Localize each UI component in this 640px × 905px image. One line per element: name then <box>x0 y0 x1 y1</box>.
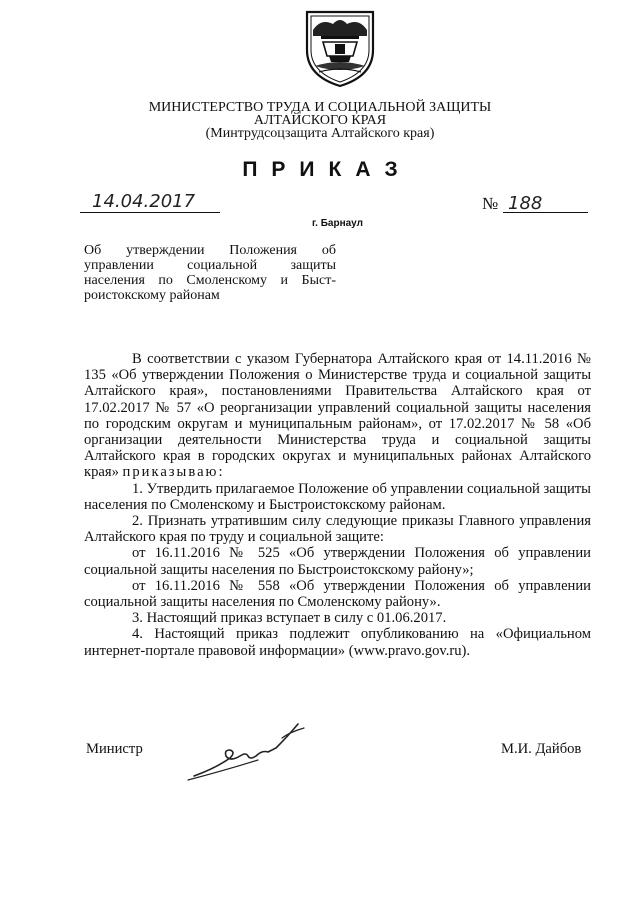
paragraph-preamble <box>84 351 591 481</box>
paragraph-2-item-b: от 16.11.2016 № 558 «Об утверждении Положения об управлении социальной защиты населения по Смоленскому району». <box>84 577 591 611</box>
document-subject: Об утверждении Положения об управлении социальной защиты населения по Смоленскому и Быст- роистокскому районам <box>84 243 336 303</box>
document-number: 188 <box>508 193 543 214</box>
document-body <box>84 351 591 659</box>
paragraph-1: 1. Утвердить прилагаемое Положение об управлении социальной защиты населения по Смоленскому и Быстроистокскому районам. <box>84 480 591 513</box>
date-underline <box>80 212 220 213</box>
ministry-name-line1: МИНИСТЕРСТВО ТРУДА И СОЦИАЛЬНОЙ ЗАЩИТЫ <box>148 100 492 115</box>
preamble-text: В соответствии с указом Губернатора Алтайского края от 14.11.2016 № 135 «Об утверждении Положения о Министерстве труда и социальной защиты Алтайского края», постановлениями Правительства Алтайского края от 17.02.2017 № 57 «О реорганизации управлений социальной защиты населения по городским округам и муниципальным районам», от 17.02.2017 № 58 «Об организации деятельности Министерства труда и социальной защиты Алтайского края в городских округах и муниципальных районах Алтайского края» <box>84 351 591 481</box>
city-name: г. Барнаул <box>312 218 363 229</box>
coat-of-arms-icon <box>299 6 381 90</box>
signatory-position: Министр <box>86 741 143 757</box>
ministry-short-name: (Минтрудсоцзащита Алтайского края) <box>205 126 435 141</box>
document-date: 14.04.2017 <box>92 191 196 212</box>
paragraph-4: 4. Настоящий приказ подлежит опубликованию на «Официальном интернет-портале правовой информации» (www.pravo.gov.ru). <box>84 626 591 659</box>
ministry-name-line2: АЛТАЙСКОГО КРАЯ <box>253 113 387 128</box>
order-verb: приказываю: <box>122 464 225 481</box>
signatory-name: М.И. Дайбов <box>501 741 582 757</box>
paragraph-2-item-a: от 16.11.2016 № 525 «Об утверждении Положения об управлении социальной защиты населения по Быстроистокскому району»; <box>84 545 591 578</box>
number-underline <box>503 212 588 213</box>
document-type-title: ПРИКАЗ <box>242 158 412 181</box>
handwritten-signature-icon <box>186 716 310 784</box>
paragraph-3: 3. Настоящий приказ вступает в силу с 01.06.2017. <box>132 610 447 627</box>
number-label: № <box>482 194 499 213</box>
paragraph-2: 2. Признать утратившим силу следующие приказы Главного управления Алтайского края по труду и социальной защите: <box>84 513 591 546</box>
